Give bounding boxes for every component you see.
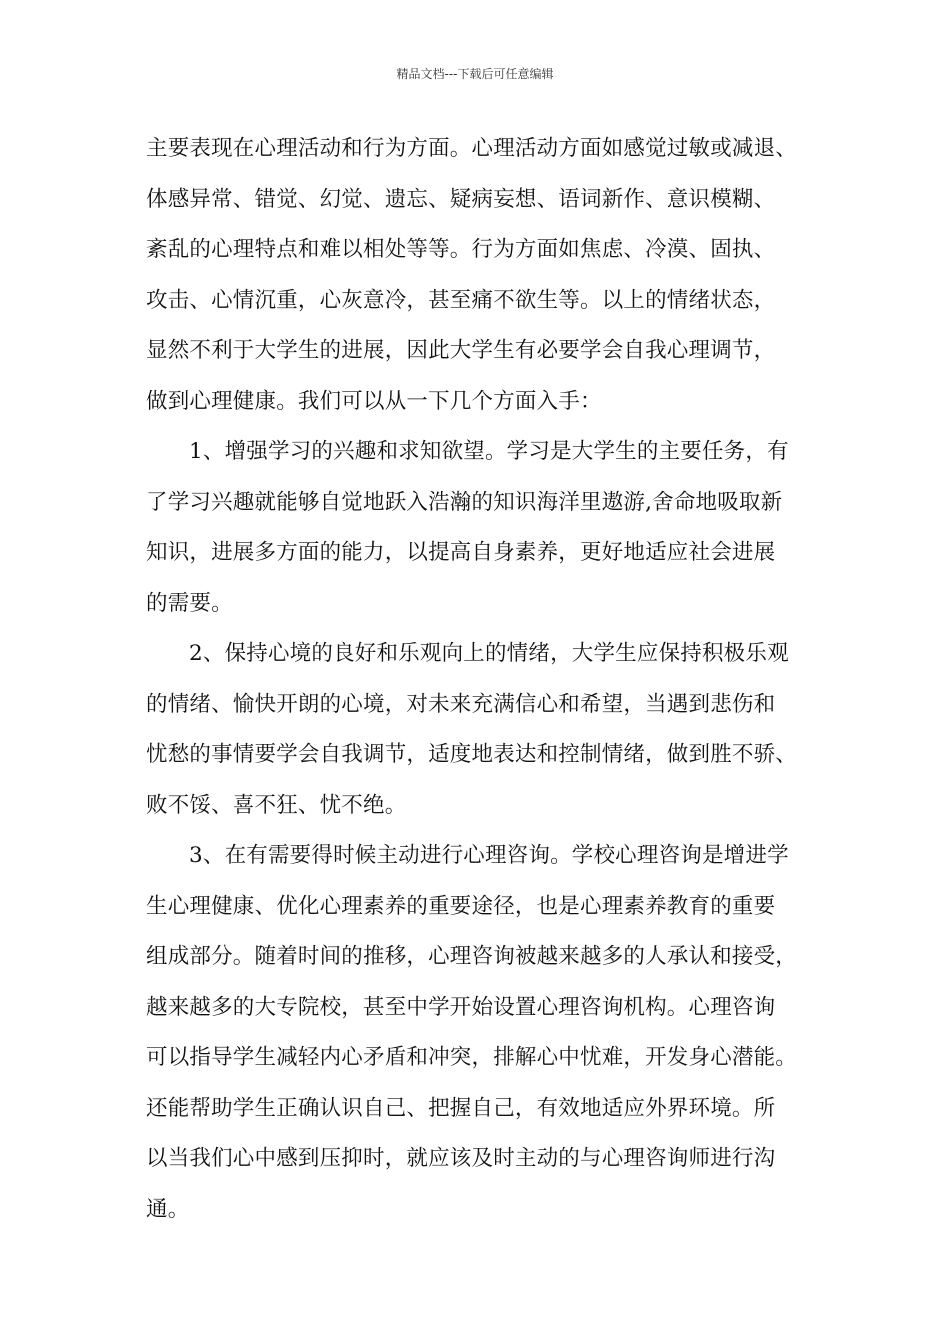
text-line: 生心理健康、优化心理素养的重要途径，也是心理素养教育的重要 <box>146 893 776 919</box>
text-line: 体感异常、错觉、幻觉、遗忘、疑病妄想、语词新作、意识模糊、 <box>146 186 776 212</box>
text-line: 攻击、心情沉重，心灰意冷，甚至痛不欲生等。以上的情绪状态， <box>146 287 776 313</box>
text-line: 主要表现在心理活动和行为方面。心理活动方面如感觉过敏或减退、 <box>146 136 798 161</box>
text-line: 紊乱的心理特点和难以相处等等。行为方面如焦虑、冷漠、固执、 <box>146 237 776 262</box>
text-line: 知识，进展多方面的能力，以提高自身素养，更好地适应社会进展 <box>146 540 776 565</box>
text-line: 的情绪、愉快开朗的心境，对未来充满信心和希望，当遇到悲伤和 <box>146 691 776 717</box>
text-line: 2、保持心境的良好和乐观向上的情绪，大学生应保持积极乐观 <box>189 641 789 666</box>
text-line: 越来越多的大专院校，甚至中学开始设置心理咨询机构。心理咨询 <box>146 994 776 1020</box>
text-line: 了学习兴趣就能够自觉地跃入浩瀚的知识海洋里遨游,舍命地吸取新 <box>146 489 783 515</box>
text-line: 以当我们心中感到压抑时，就应该及时主动的与心理咨询师进行沟 <box>146 1146 776 1171</box>
document-body <box>146 124 846 1235</box>
text-line: 通。 <box>146 1196 190 1222</box>
text-line: 忧愁的事情要学会自我调节，适度地表达和控制情绪，做到胜不骄、 <box>146 742 798 767</box>
text-line: 做到心理健康。我们可以从一下几个方面入手： <box>146 388 602 414</box>
text-line: 3、在有需要得时候主动进行心理咨询。学校心理咨询是增进学 <box>189 843 789 868</box>
page-header: 精品文档---下载后可任意编辑 <box>396 67 554 81</box>
text-line: 还能帮助学生正确认识自己、把握自己，有效地适应外界环境。所 <box>146 1095 776 1121</box>
text-line: 的需要。 <box>146 590 233 616</box>
text-line: 显然不利于大学生的进展，因此大学生有必要学会自我心理调节， <box>146 338 776 363</box>
text-line: 败不馁、喜不狂、忧不绝。 <box>146 792 407 818</box>
text-line: 可以指导学生减轻内心矛盾和冲突，排解心中忧难，开发身心潜能。 <box>146 1045 798 1070</box>
text-line: 组成部分。随着时间的推移，心理咨询被越来越多的人承认和接受， <box>146 944 798 969</box>
text-line: 1、增强学习的兴趣和求知欲望。学习是大学生的主要任务，有 <box>189 439 789 464</box>
